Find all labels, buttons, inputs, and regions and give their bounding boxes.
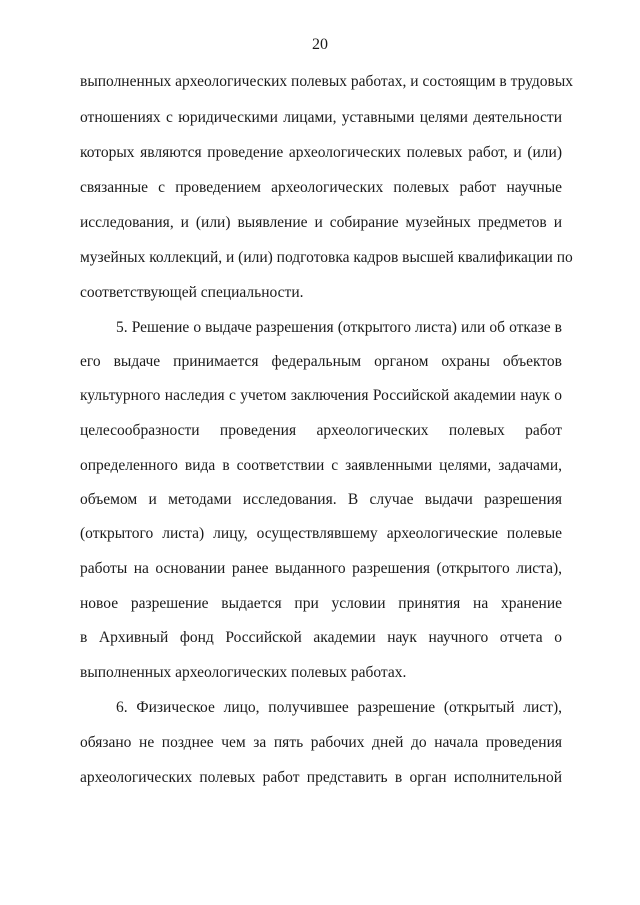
text-line: выполненных археологических полевых работах, и состоящим в трудовых: [80, 73, 574, 90]
text-line: обязано не позднее чем за пять рабочих дней до начала проведения: [80, 734, 562, 751]
text-line: музейных коллекций, и (или) подготовка кадров высшей квалификации по: [80, 249, 573, 266]
text-line: (открытого листа) лицу, осуществлявшему археологические полевые: [80, 525, 562, 542]
text-line: культурного наследия с учетом заключения Российской академии наук о: [80, 387, 562, 404]
text-line: соответствующей специальности.: [80, 284, 304, 301]
paragraph-start-line: 6. Физическое лицо, получившее разрешение (открытый лист),: [116, 699, 562, 716]
text-line: связанные с проведением археологических полевых работ научные: [80, 179, 562, 196]
text-line: определенного вида в соответствии с заявленными целями, задачами,: [80, 457, 562, 474]
text-line: которых являются проведение археологических полевых работ, и (или): [80, 144, 562, 161]
text-line: его выдаче принимается федеральным органом охраны объектов: [80, 353, 562, 370]
text-line: исследования, и (или) выявление и собирание музейных предметов и: [80, 214, 562, 231]
paragraph-start-line: 5. Решение о выдаче разрешения (открытого листа) или об отказе в: [116, 319, 562, 336]
text-line: отношениях с юридическими лицами, уставными целями деятельности: [80, 109, 562, 126]
text-line: археологических полевых работ представить в орган исполнительной: [80, 769, 562, 786]
text-line: объемом и методами исследования. В случае выдачи разрешения: [80, 491, 562, 508]
text-line: в Архивный фонд Российской академии наук научного отчета о: [80, 629, 562, 646]
text-line: новое разрешение выдается при условии принятия на хранение: [80, 595, 562, 612]
text-line: целесообразности проведения археологических полевых работ: [80, 422, 562, 439]
text-line: работы на основании ранее выданного разрешения (открытого листа),: [80, 560, 562, 577]
text-line: выполненных археологических полевых работах.: [80, 664, 407, 681]
page-number: 20: [312, 36, 328, 53]
